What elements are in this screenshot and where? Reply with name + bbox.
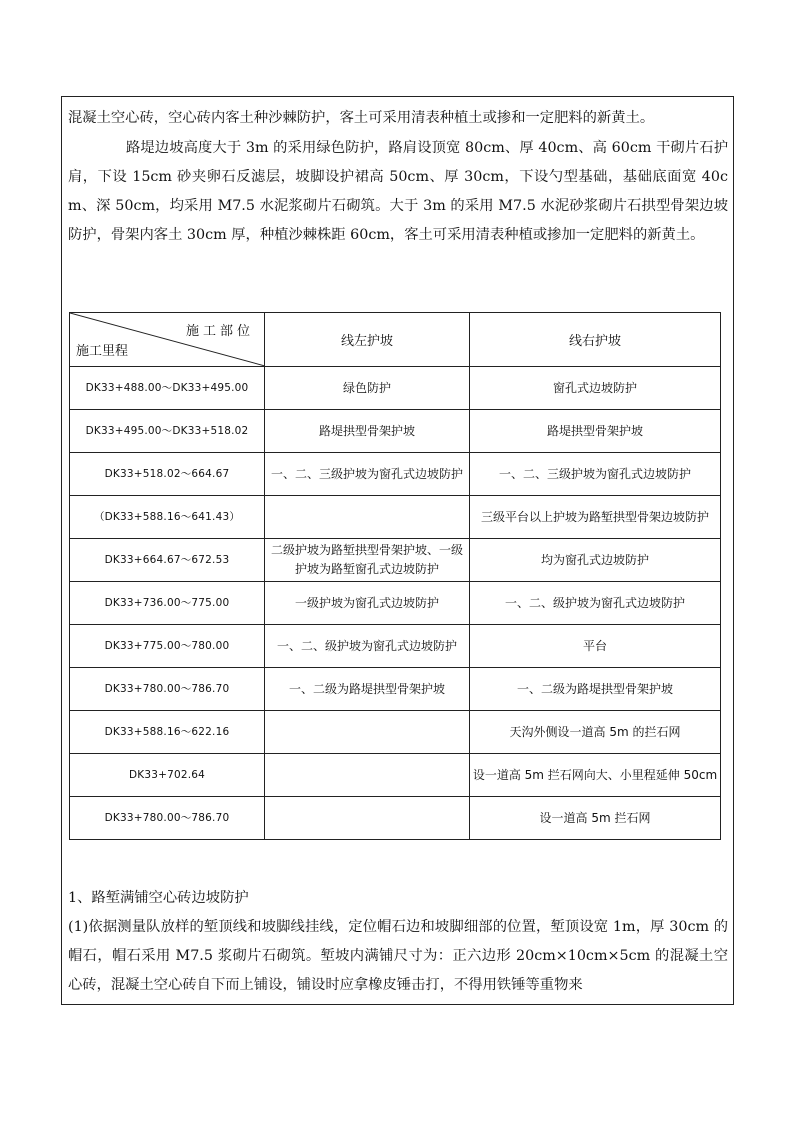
left-slope-cell bbox=[265, 496, 470, 539]
corner-label-mileage: 施工里程 bbox=[76, 344, 129, 359]
table-row bbox=[70, 625, 721, 668]
right-slope-cell: 三级平台以上护坡为路堑拱型骨架边坡防护 bbox=[470, 496, 721, 539]
left-slope-cell: 一、二级为路堤拱型骨架护坡 bbox=[265, 668, 470, 711]
left-slope-cell: 路堤拱型骨架护坡 bbox=[265, 410, 470, 453]
table-row bbox=[70, 496, 721, 539]
table-row bbox=[70, 539, 721, 582]
right-slope-cell: 一、二级为路堤拱型骨架护坡 bbox=[470, 668, 721, 711]
slope-protection-table bbox=[69, 312, 721, 840]
mileage-cell: DK33+495.00～DK33+518.02 bbox=[70, 410, 265, 453]
mileage-cell: DK33+736.00～775.00 bbox=[70, 582, 265, 625]
right-slope-cell: 路堤拱型骨架护坡 bbox=[470, 410, 721, 453]
left-slope-cell bbox=[265, 754, 470, 797]
table-row bbox=[70, 797, 721, 840]
table-row bbox=[70, 582, 721, 625]
mileage-cell: DK33+780.00～786.70 bbox=[70, 797, 265, 840]
left-slope-cell: 一、二、级护坡为窗孔式边坡防护 bbox=[265, 625, 470, 668]
table-row bbox=[70, 711, 721, 754]
right-slope-cell: 平台 bbox=[470, 625, 721, 668]
table-row bbox=[70, 453, 721, 496]
mileage-cell: DK33+775.00～780.00 bbox=[70, 625, 265, 668]
left-slope-cell bbox=[265, 711, 470, 754]
right-slope-cell: 天沟外侧设一道高 5m 的拦石网 bbox=[470, 711, 721, 754]
mileage-cell: DK33+664.67～672.53 bbox=[70, 539, 265, 582]
left-slope-cell bbox=[265, 797, 470, 840]
right-slope-cell: 设一道高 5m 拦石网 bbox=[470, 797, 721, 840]
mileage-cell: DK33+780.00～786.70 bbox=[70, 668, 265, 711]
section-body: (1)依据测量队放样的堑顶线和坡脚线挂线，定位帽石边和坡脚细部的位置，堑顶设宽 1m，厚 30cm 的帽石，帽石采用 M7.5 浆砌片石砌筑。堑坡内满铺尺寸为：正六边形 20cm×10cm×5cm 的混凝土空心砖，混凝土空心砖自下而上铺设，铺设时应拿橡皮锤击打，不得用铁锤等重物来 bbox=[68, 919, 728, 993]
left-slope-cell: 二级护坡为路堑拱型骨架护坡、一级护坡为路堑窗孔式边坡防护 bbox=[265, 539, 470, 582]
left-slope-cell: 绿色防护 bbox=[265, 367, 470, 410]
column-header-left-slope: 线左护坡 bbox=[265, 313, 470, 367]
table-row bbox=[70, 367, 721, 410]
mileage-cell: （DK33+588.16～641.43） bbox=[70, 496, 265, 539]
mileage-cell: DK33+488.00～DK33+495.00 bbox=[70, 367, 265, 410]
table-row bbox=[70, 754, 721, 797]
left-slope-cell: 一级护坡为窗孔式边坡防护 bbox=[265, 582, 470, 625]
right-slope-cell: 设一道高 5m 拦石网向大、小里程延伸 50cm bbox=[470, 754, 721, 797]
table-header-row bbox=[70, 313, 721, 367]
table-row bbox=[70, 410, 721, 453]
mileage-cell: DK33+518.02～664.67 bbox=[70, 453, 265, 496]
right-slope-cell: 一、二、三级护坡为窗孔式边坡防护 bbox=[470, 453, 721, 496]
table-row bbox=[70, 668, 721, 711]
mileage-cell: DK33+588.16～622.16 bbox=[70, 711, 265, 754]
intro-line: 混凝土空心砖，空心砖内客土种沙棘防护，客土可采用清表种植土或掺和一定肥料的新黄土。 bbox=[68, 110, 655, 126]
corner-label-location: 施工部位 bbox=[185, 324, 254, 339]
intro-paragraph: 路堤边坡高度大于 3m 的采用绿色防护，路肩设顶宽 80cm、厚 40cm、高 60cm 干砌片石护肩，下设 15cm 砂夹卵石反滤层，坡脚设护裙高 50cm、厚 30cm，下设勺型基础，基础底面宽 40cm、深 50cm，均采用 M7.5 水泥浆砌片石砌筑。大于 3m 的采用 M7.5 水泥砂浆砌片石拱型骨架边坡防护，骨架内客土 30cm 厚，种植沙棘株距 60cm，客土可采用清表种植或掺加一定肥料的新黄土。 bbox=[68, 140, 728, 243]
left-slope-cell: 一、二、三级护坡为窗孔式边坡防护 bbox=[265, 453, 470, 496]
right-slope-cell: 均为窗孔式边坡防护 bbox=[470, 539, 721, 582]
column-header-right-slope: 线右护坡 bbox=[470, 313, 721, 367]
table-body bbox=[70, 367, 721, 840]
right-slope-cell: 一、二、级护坡为窗孔式边坡防护 bbox=[470, 582, 721, 625]
table-corner-cell bbox=[70, 313, 265, 367]
right-slope-cell: 窗孔式边坡防护 bbox=[470, 367, 721, 410]
section-heading: 1、路堑满铺空心砖边坡防护 bbox=[68, 890, 249, 906]
mileage-cell: DK33+702.64 bbox=[70, 754, 265, 797]
